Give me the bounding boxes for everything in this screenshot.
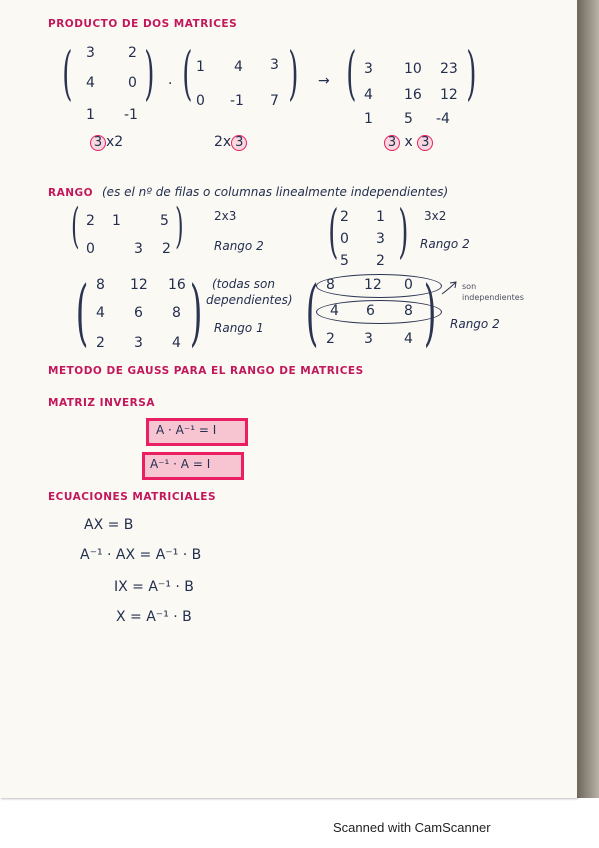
- matrix-rank: Rango 2: [420, 237, 470, 251]
- left-paren: (: [328, 197, 339, 265]
- producto-heading: PRODUCTO DE DOS MATRICES: [48, 18, 238, 30]
- matrix-cell: 2: [340, 209, 349, 225]
- inverse-equation: A · A⁻¹ = I: [156, 423, 217, 437]
- left-paren: (: [182, 39, 193, 107]
- matrix-cell: 4: [364, 87, 373, 103]
- matrix-cell: 3: [270, 57, 279, 73]
- ecuaciones-heading: ECUACIONES MATRICIALES: [48, 491, 217, 503]
- matrix-cell: 5: [404, 111, 413, 127]
- matrix-cell: 0: [128, 75, 137, 91]
- right-paren: ): [466, 39, 477, 107]
- matrix-cell: 2: [376, 253, 385, 269]
- matrix-cell: 3: [364, 61, 373, 77]
- scanner-watermark: Scanned with CamScanner: [333, 820, 491, 835]
- dimension-label: [384, 135, 433, 151]
- inversa-heading: MATRIZ INVERSA: [48, 397, 155, 409]
- dimension-label: [214, 135, 247, 151]
- rango-heading: RANGO: [48, 187, 94, 199]
- matrix-cell: -4: [436, 111, 450, 127]
- circled-dimension: 3: [417, 135, 433, 151]
- matrix-cell: 6: [366, 303, 375, 319]
- matrix-cell: 2: [96, 335, 105, 351]
- matrix-cell: 4: [96, 305, 105, 321]
- matrix-rank: Rango 2: [214, 239, 264, 253]
- left-paren: (: [71, 198, 80, 254]
- matrix-cell: -1: [230, 93, 244, 109]
- right-paren: ): [175, 198, 184, 254]
- left-paren: (: [305, 270, 319, 354]
- matrix-dimension: 3x2: [424, 209, 447, 223]
- matrix-cell: 2: [128, 45, 137, 61]
- right-paren: ): [189, 270, 203, 354]
- dot-operator: ·: [168, 76, 173, 92]
- matrix-cell: 10: [404, 61, 422, 77]
- dimension-times: x: [404, 134, 413, 150]
- matrix-cell: 3: [376, 231, 385, 247]
- inverse-equation: A⁻¹ · A = I: [150, 457, 211, 471]
- matrix-note: son: [462, 282, 477, 291]
- matrix-cell: 2: [162, 241, 171, 257]
- matrix-cell: 2: [326, 331, 335, 347]
- right-paren: ): [398, 197, 409, 265]
- equation-line: A⁻¹ · AX = A⁻¹ · B: [80, 547, 202, 563]
- matrix-dimension: 2x3: [214, 209, 237, 223]
- matrix-cell: 12: [130, 277, 148, 293]
- matrix-cell: 12: [440, 87, 458, 103]
- matrix-cell: 8: [404, 303, 413, 319]
- matrix-cell: 0: [86, 241, 95, 257]
- note-arrow-icon: [440, 276, 460, 302]
- dimension-rest: x2: [106, 134, 124, 150]
- matrix-cell: 1: [112, 213, 121, 229]
- matrix-cell: 5: [340, 253, 349, 269]
- page-edge-shadow: [577, 0, 599, 798]
- dimension-label: [90, 135, 123, 151]
- matrix-cell: 5: [160, 213, 169, 229]
- matrix-cell: 4: [330, 303, 339, 319]
- matrix-cell: 8: [96, 277, 105, 293]
- left-paren: (: [346, 39, 357, 107]
- matrix-rank: Rango 2: [450, 317, 500, 331]
- matrix-cell: 6: [134, 305, 143, 321]
- rango-definition: (es el nº de filas o columnas linealmente independientes): [102, 185, 449, 199]
- matrix-cell: 0: [196, 93, 205, 109]
- matrix-cell: 16: [404, 87, 422, 103]
- matrix-note: dependientes): [206, 293, 293, 307]
- matrix-cell: 0: [340, 231, 349, 247]
- dimension-rest: 2x: [214, 134, 232, 150]
- circled-dimension: 3: [231, 135, 247, 151]
- matrix-cell: 0: [404, 277, 413, 293]
- matrix-note: independientes: [462, 293, 524, 302]
- matrix-cell: 4: [172, 335, 181, 351]
- matrix-cell: 16: [168, 277, 186, 293]
- equation-line: IX = A⁻¹ · B: [114, 579, 194, 595]
- circled-dimension: 3: [384, 135, 400, 151]
- matrix-cell: 3: [86, 45, 95, 61]
- arrow: →: [318, 73, 330, 89]
- matrix-cell: 23: [440, 61, 458, 77]
- left-paren: (: [75, 270, 89, 354]
- matrix-cell: 4: [86, 75, 95, 91]
- right-paren: ): [423, 270, 437, 354]
- equation-line: AX = B: [84, 517, 134, 533]
- matrix-cell: 4: [404, 331, 413, 347]
- right-paren: ): [288, 39, 299, 107]
- matrix-cell: 1: [86, 107, 95, 123]
- matrix-cell: 2: [86, 213, 95, 229]
- matrix-cell: 3: [364, 331, 373, 347]
- matrix-cell: 7: [270, 93, 279, 109]
- matrix-cell: 1: [376, 209, 385, 225]
- circled-dimension: 3: [90, 135, 106, 151]
- matrix-cell: 3: [134, 335, 143, 351]
- gauss-heading: METODO DE GAUSS PARA EL RANGO DE MATRICES: [48, 365, 364, 377]
- matrix-cell: 3: [134, 241, 143, 257]
- matrix-cell: 12: [364, 277, 382, 293]
- equation-line: X = A⁻¹ · B: [116, 609, 192, 625]
- matrix-cell: 1: [196, 59, 205, 75]
- matrix-cell: 8: [172, 305, 181, 321]
- matrix-cell: 1: [364, 111, 373, 127]
- right-paren: ): [144, 39, 155, 107]
- matrix-note: (todas son: [212, 277, 275, 291]
- matrix-cell: -1: [124, 107, 138, 123]
- matrix-cell: 8: [326, 277, 335, 293]
- matrix-rank: Rango 1: [214, 321, 264, 335]
- left-paren: (: [62, 39, 73, 107]
- matrix-cell: 4: [234, 59, 243, 75]
